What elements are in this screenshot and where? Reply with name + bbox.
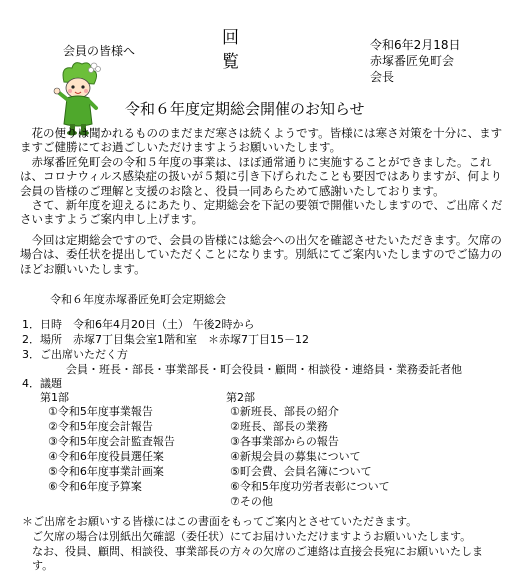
- sender-organization: 赤塚番匠免町会: [370, 54, 455, 68]
- detail-location: 2．場所 赤塚7丁目集会室1階和室 ＊赤塚7丁目15－12: [22, 333, 309, 346]
- circulation-mark-top: 回: [222, 28, 239, 48]
- agenda-part2-label: 第2部: [226, 391, 255, 404]
- detail-attendees: 会員・班長・部長・事業部長・町会役員・顧問・相談役・連絡員・業務委託者他: [66, 363, 462, 376]
- footer-note-3: なお、役員、顧問、相談役、事業部長の方々の欠席のご連絡は直接会長宛にお願いいたします。: [32, 545, 483, 572]
- detail-datetime: 1．日時 令和6年4月20日（土） 午後2時から: [22, 318, 255, 331]
- body-paragraph-1: 花の便りは聞かれるもののまだまだ寒さは続くようです。皆様には寒さ対策を十分に、ますますご健勝にてお過ごしいただけますようお願いいたします。: [20, 126, 503, 155]
- agenda-part2-item: ②班長、部長の業務: [230, 420, 328, 433]
- agenda-part2-item: ⑤町会費、会員名簿について: [230, 465, 372, 478]
- body-paragraph-3: さて、新年度を迎えるにあたり、定期総会を下記の要領で開催いたしますので、ご出席くださいますようご案内申し上げます。: [20, 198, 503, 227]
- agenda-part1-item: ⑤令和6年度事業計画案: [48, 465, 164, 478]
- document-title: 令和６年度定期総会開催のお知らせ: [125, 100, 365, 118]
- agenda-part2-item: ③各事業部からの報告: [230, 435, 339, 448]
- agenda-part2-item: ①新班長、部長の紹介: [230, 405, 339, 418]
- circulation-mark-bottom: 覧: [222, 52, 239, 72]
- footer-note-1: ＊ご出席をお願いする皆様にはこの書面をもってご案内とさせていただきます。: [22, 515, 418, 528]
- agenda-part2-item: ④新規会員の募集について: [230, 450, 361, 463]
- detail-attendees-heading: 3．ご出席いただく方: [22, 348, 128, 361]
- document-date: 令和6年2月18日: [370, 38, 461, 52]
- agenda-part1-label: 第1部: [40, 391, 69, 404]
- mascot-illustration: [50, 60, 106, 136]
- addressee: 会員の皆様へ: [63, 44, 136, 58]
- agenda-part1-item: ⑥令和6年度予算案: [48, 480, 142, 493]
- agenda-part2-item: ⑥令和5年度功労者表彰について: [230, 480, 390, 493]
- agenda-part1-item: ①令和5年度事業報告: [48, 405, 153, 418]
- body-paragraph-4: 今回は定期総会ですので、会員の皆様には総会への出欠を確認させたいただきます。欠席の場合は、委任状を提出していただくことになります。別紙にてご案内いたしますのでご協力のほどお願いいたします。: [20, 233, 503, 276]
- agenda-part1-item: ③令和5年度会計監査報告: [48, 435, 175, 448]
- agenda-part2-item: ⑦その他: [230, 495, 273, 508]
- detail-agenda-heading: 4．議題: [22, 377, 62, 390]
- agenda-part1-item: ④令和6年度役員選任案: [48, 450, 164, 463]
- body-paragraph-2: 赤塚番匠免町会の令和５年度の事業は、ほぼ通常通りに実施することができました。これは、コロナウィルス感染症の扱いが５類に引き下げられたことも要因ではありますが、何より会員の皆様のご理解と支援のお陰と、役員一同あらためて感謝いたしております。: [20, 155, 502, 198]
- footer-note-2: ご欠席の場合は別紙出欠確認（委任状）にてお届けいただけますようお願いいたします。: [32, 530, 472, 543]
- agenda-part1-item: ②令和5年度会計報告: [48, 420, 153, 433]
- meeting-name: 令和６年度赤塚番匠免町会定期総会: [50, 293, 226, 306]
- sender-title: 会長: [370, 70, 395, 84]
